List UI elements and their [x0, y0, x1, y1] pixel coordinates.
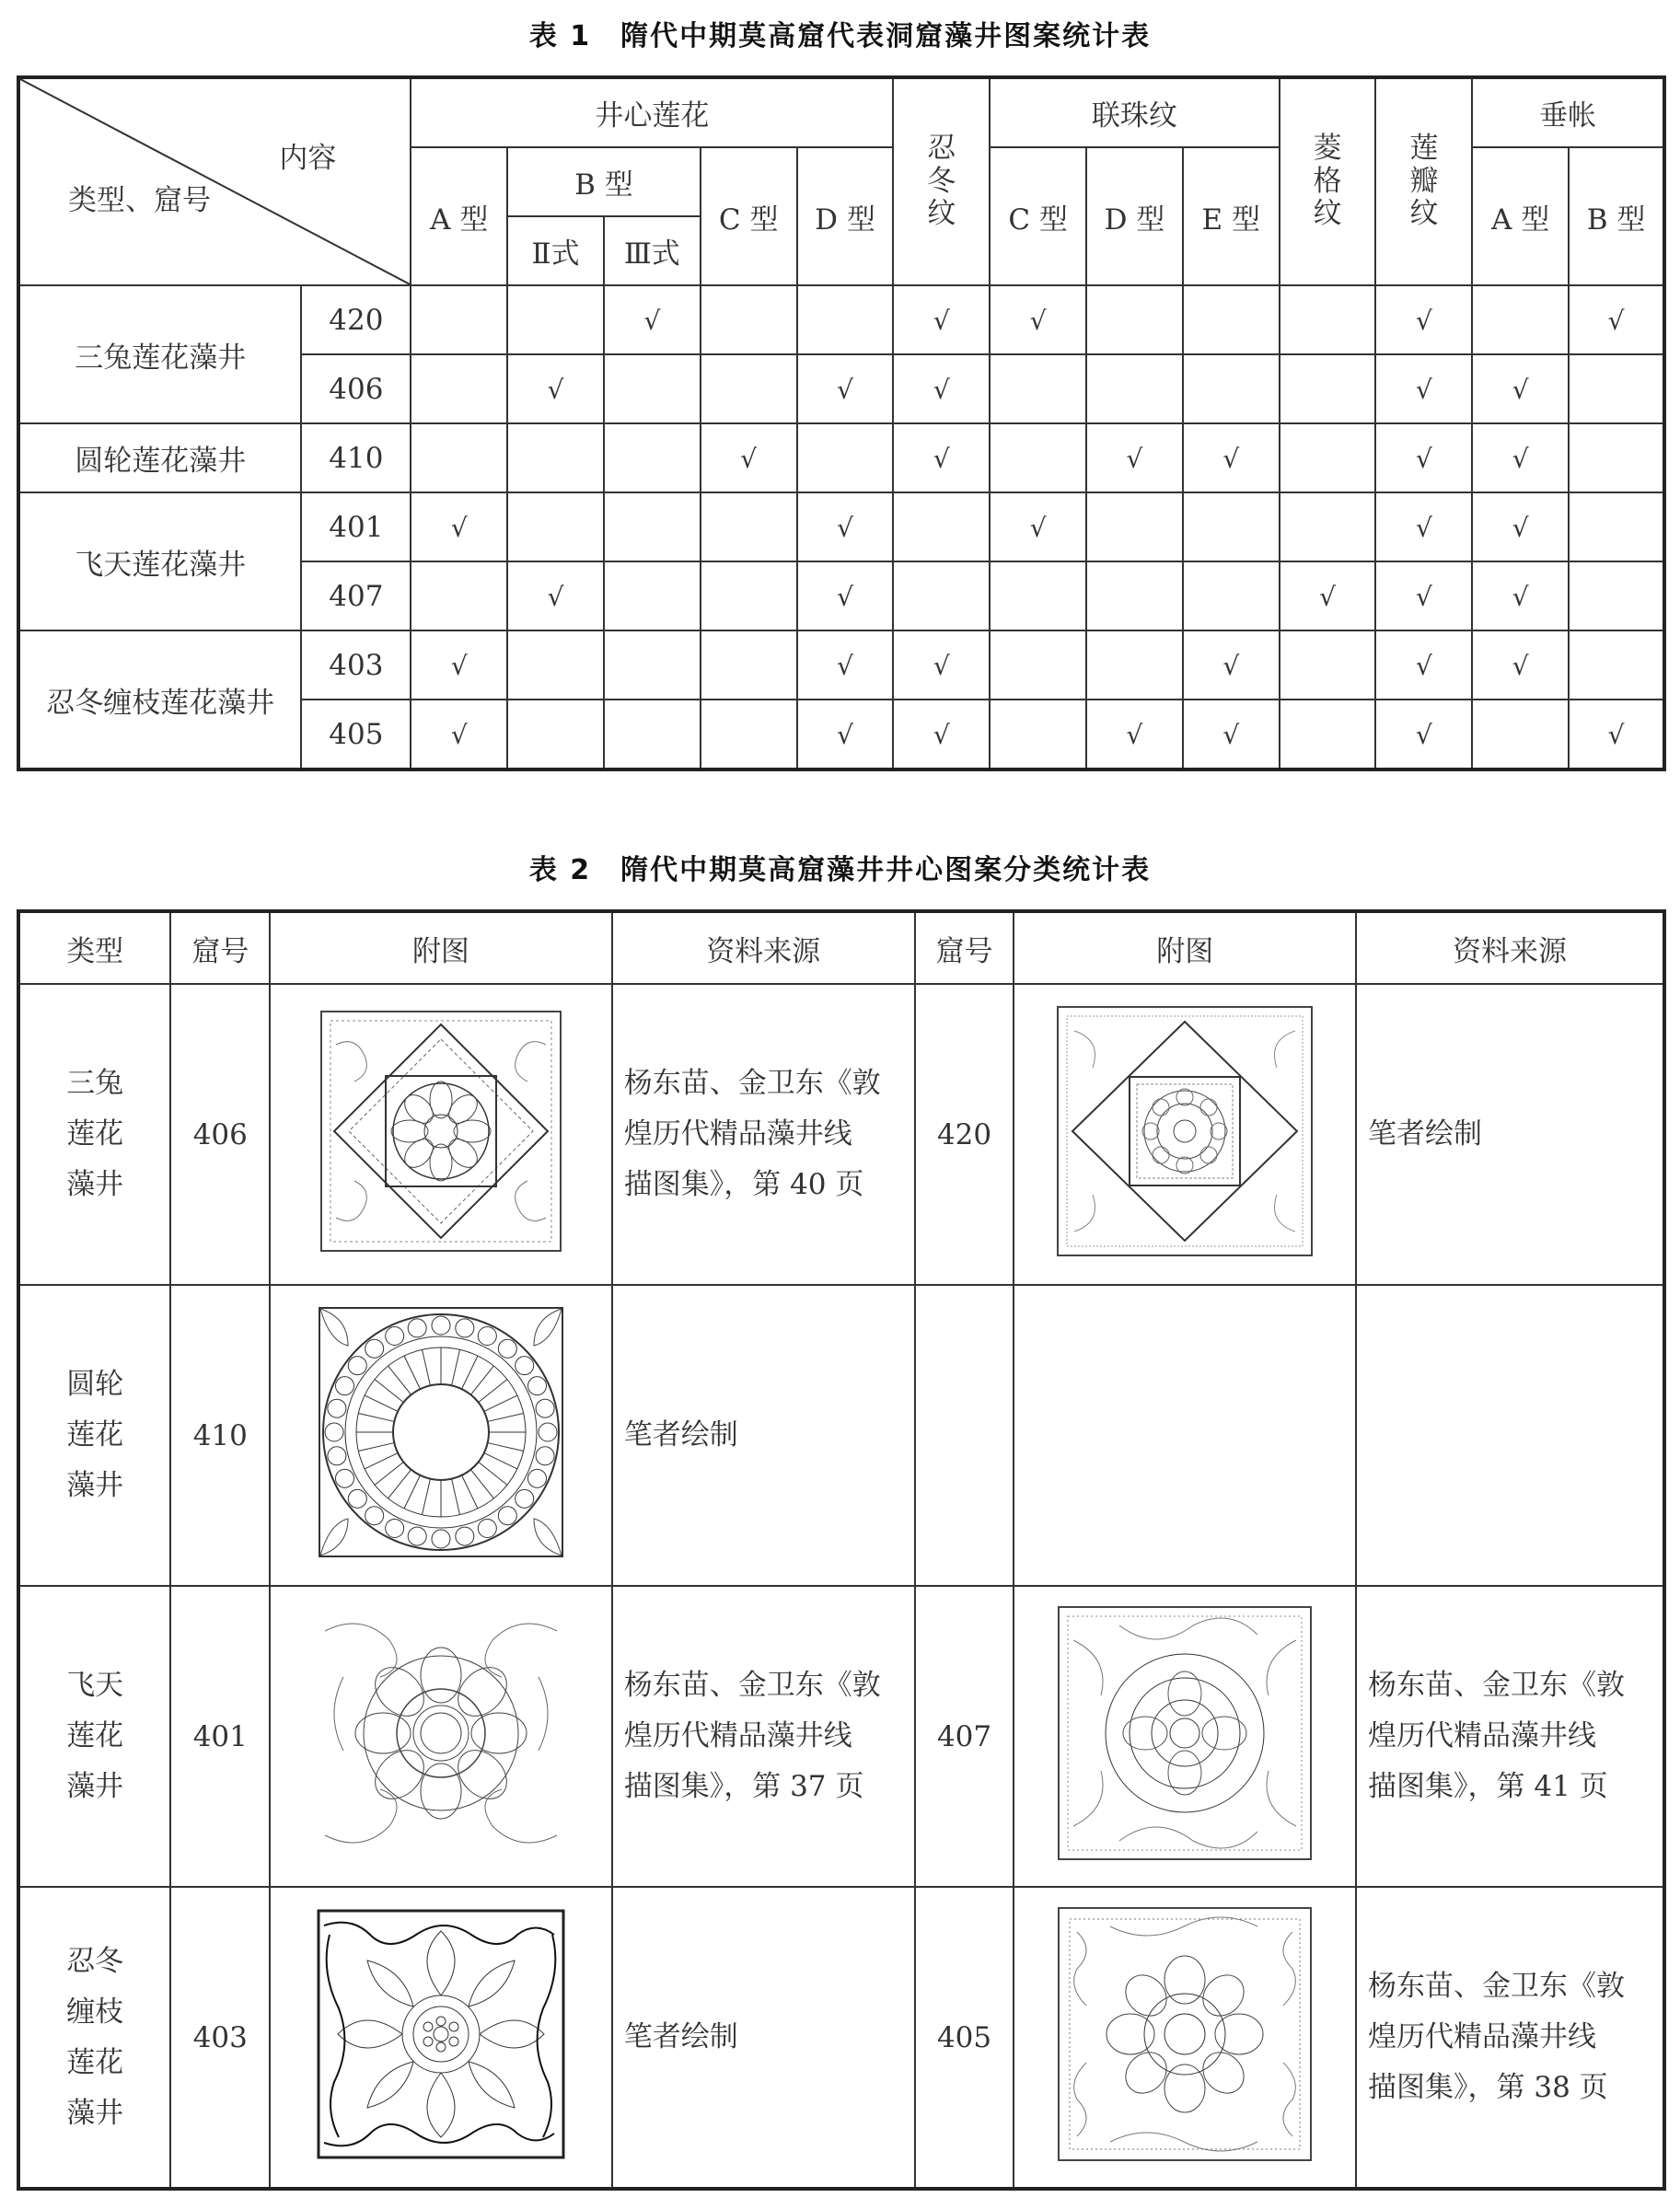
mark-cell-chuizhang-a [1472, 423, 1569, 492]
sub-header: A 型 [411, 147, 507, 285]
sub-header: B 型 [1569, 147, 1664, 285]
mark-cell-jingxin-a [411, 285, 507, 354]
caisson-center-table [17, 909, 1666, 2191]
mark-cell-chuizhang-a [1472, 561, 1569, 630]
three-rabbit-lotus-caisson-image [1054, 1003, 1315, 1259]
mark-cell-lianzhu-d [1086, 423, 1183, 492]
col-header-source: 资料来源 [1356, 911, 1664, 984]
col-header-type: 类型 [18, 911, 170, 984]
mark-cell-jingxin-a [411, 492, 507, 561]
check-mark: √ [933, 719, 950, 750]
mark-cell-lianban [1375, 700, 1472, 769]
mark-cell-rendong [893, 354, 990, 423]
sub-header: A 型 [1472, 147, 1569, 285]
caisson-pattern-table [17, 75, 1666, 771]
mark-cell-chuizhang-b [1569, 561, 1664, 630]
check-mark: √ [450, 650, 468, 681]
corner-header-cell [18, 77, 411, 285]
check-mark: √ [933, 650, 950, 681]
check-mark: √ [1415, 581, 1432, 612]
mark-cell-lianzhu-e [1183, 700, 1280, 769]
corner-content-label: 内容 [279, 142, 337, 175]
diamond-lotus-caisson-image [318, 1008, 564, 1255]
mark-cell-jingxin-d [797, 700, 894, 769]
check-mark: √ [1126, 719, 1143, 750]
cave-number: 407 [301, 561, 411, 630]
mark-cell-rendong [893, 630, 990, 700]
figure-cell [270, 1887, 612, 2189]
mark-cell-chuizhang-a [1472, 354, 1569, 423]
mark-cell-lianzhu-d [1086, 561, 1183, 630]
source-cell: 杨东苗、金卫东《敦 煌历代精品藻井线 描图集》，第 40 页 [612, 984, 915, 1285]
group-header-lingge: 菱 格 纹 [1280, 77, 1376, 285]
cave-number: 405 [915, 1887, 1014, 2189]
cave-number: 406 [301, 354, 411, 423]
mark-cell-jingxin-b-ii [507, 354, 604, 423]
check-mark: √ [1512, 443, 1529, 474]
mark-cell-jingxin-b-ii [507, 285, 604, 354]
sub-header: C 型 [701, 147, 797, 285]
mark-cell-lianzhu-c [990, 285, 1086, 354]
cave-number: 403 [170, 1887, 270, 2189]
check-mark: √ [1415, 374, 1432, 405]
check-mark: √ [1222, 443, 1240, 474]
mark-cell-chuizhang-b [1569, 630, 1664, 700]
col-header-figure: 附图 [1014, 911, 1356, 984]
check-mark: √ [1222, 719, 1240, 750]
check-mark: √ [1512, 581, 1529, 612]
mark-cell-lingge [1280, 354, 1376, 423]
mark-cell-lianzhu-d [1086, 285, 1183, 354]
mark-cell-jingxin-c [701, 561, 797, 630]
sub-header: Ⅲ式 [604, 216, 701, 285]
mark-cell-lianban [1375, 561, 1472, 630]
mark-cell-jingxin-b-iii [604, 561, 701, 630]
group-header-lianban: 莲 瓣 纹 [1375, 77, 1472, 285]
mark-cell-chuizhang-b [1569, 492, 1664, 561]
check-mark: √ [1415, 650, 1432, 681]
figure-cell [1014, 984, 1356, 1285]
col-header-cave: 窟号 [170, 911, 270, 984]
cave-number: 420 [301, 285, 411, 354]
mark-cell-chuizhang-b [1569, 700, 1664, 769]
check-mark: √ [1415, 719, 1432, 750]
mark-cell-lianzhu-c [990, 423, 1086, 492]
mark-cell-jingxin-b-ii [507, 561, 604, 630]
mark-cell-jingxin-b-iii [604, 423, 701, 492]
mark-cell-lianzhu-c [990, 700, 1086, 769]
source-cell: 杨东苗、金卫东《敦 煌历代精品藻井线 描图集》，第 37 页 [612, 1586, 915, 1887]
mark-cell-jingxin-c [701, 423, 797, 492]
mark-cell-jingxin-b-ii [507, 423, 604, 492]
mark-cell-jingxin-a [411, 354, 507, 423]
check-mark: √ [450, 719, 468, 750]
figure-cell [270, 984, 612, 1285]
check-mark: √ [1029, 512, 1047, 543]
mark-cell-jingxin-d [797, 285, 894, 354]
mark-cell-jingxin-a [411, 561, 507, 630]
mark-cell-jingxin-c [701, 700, 797, 769]
col-header-source: 资料来源 [612, 911, 915, 984]
mark-cell-lingge [1280, 285, 1376, 354]
corner-type-label: 类型、窟号 [68, 184, 211, 217]
check-mark: √ [933, 443, 950, 474]
sub-header: B 型 [507, 147, 701, 216]
mark-cell-rendong [893, 700, 990, 769]
mark-cell-chuizhang-a [1472, 700, 1569, 769]
mark-cell-lianzhu-e [1183, 423, 1280, 492]
flying-apsaras-lotus-caisson-image [316, 1603, 566, 1863]
mark-cell-rendong [893, 285, 990, 354]
col-header-cave: 窟号 [915, 911, 1014, 984]
mark-cell-jingxin-b-ii [507, 630, 604, 700]
honeysuckle-scroll-lotus-caisson-image-2 [1055, 1904, 1315, 2164]
check-mark: √ [1415, 512, 1432, 543]
check-mark: √ [1029, 305, 1047, 336]
check-mark: √ [1512, 650, 1529, 681]
mark-cell-lingge [1280, 700, 1376, 769]
cave-number: 410 [301, 423, 411, 492]
mark-cell-jingxin-a [411, 700, 507, 769]
group-header-rendong: 忍 冬 纹 [893, 77, 990, 285]
source-cell: 笔者绘制 [1356, 984, 1664, 1285]
figure-cell [270, 1285, 612, 1586]
check-mark: √ [1415, 443, 1432, 474]
mark-cell-lianban [1375, 423, 1472, 492]
check-mark: √ [837, 374, 853, 405]
honeysuckle-scroll-lotus-caisson-image [315, 1907, 567, 2161]
mark-cell-jingxin-d [797, 561, 894, 630]
cave-number: 403 [301, 630, 411, 700]
check-mark: √ [740, 443, 758, 474]
check-mark: √ [1512, 512, 1529, 543]
mark-cell-chuizhang-b [1569, 423, 1664, 492]
mark-cell-lianzhu-d [1086, 492, 1183, 561]
sub-header: E 型 [1183, 147, 1280, 285]
mark-cell-jingxin-b-iii [604, 285, 701, 354]
mark-cell-lianban [1375, 285, 1472, 354]
type-label: 三兔莲花藻井 [18, 285, 301, 423]
mark-cell-chuizhang-a [1472, 630, 1569, 700]
mark-cell-lingge [1280, 423, 1376, 492]
check-mark: √ [933, 374, 950, 405]
mark-cell-lianzhu-c [990, 630, 1086, 700]
mark-cell-lianzhu-e [1183, 354, 1280, 423]
mark-cell-lianzhu-c [990, 354, 1086, 423]
type-label: 圆轮莲花藻井 [18, 423, 301, 492]
mark-cell-chuizhang-b [1569, 354, 1664, 423]
figure-cell-empty [1014, 1285, 1356, 1586]
check-mark: √ [450, 512, 468, 543]
cave-number: 410 [170, 1285, 270, 1586]
cave-number: 420 [915, 984, 1014, 1285]
mark-cell-chuizhang-a [1472, 492, 1569, 561]
mark-cell-jingxin-c [701, 285, 797, 354]
mark-cell-jingxin-b-iii [604, 492, 701, 561]
mark-cell-lianzhu-e [1183, 492, 1280, 561]
sub-header: Ⅱ式 [507, 216, 604, 285]
check-mark: √ [1607, 719, 1625, 750]
type-label: 飞天莲花藻井 [18, 492, 301, 630]
mark-cell-chuizhang-b [1569, 285, 1664, 354]
mark-cell-jingxin-c [701, 492, 797, 561]
mark-cell-lianzhu-d [1086, 700, 1183, 769]
check-mark: √ [1319, 581, 1336, 612]
mark-cell-rendong [893, 423, 990, 492]
mark-cell-lianzhu-d [1086, 354, 1183, 423]
figure-cell [270, 1586, 612, 1887]
mark-cell-jingxin-d [797, 492, 894, 561]
mark-cell-jingxin-b-ii [507, 492, 604, 561]
mark-cell-jingxin-c [701, 354, 797, 423]
mark-cell-lianban [1375, 492, 1472, 561]
type-cell: 忍冬 缠枝 莲花 藻井 [18, 1887, 170, 2189]
mark-cell-lianban [1375, 354, 1472, 423]
group-header-jingxin: 井心莲花 [411, 77, 893, 147]
sub-header: C 型 [990, 147, 1086, 285]
check-mark: √ [837, 512, 853, 543]
check-mark: √ [547, 374, 564, 405]
cave-number: 405 [301, 700, 411, 769]
group-header-lianzhu: 联珠纹 [990, 77, 1279, 147]
check-mark: √ [1222, 650, 1240, 681]
mark-cell-lianzhu-d [1086, 630, 1183, 700]
mark-cell-jingxin-a [411, 630, 507, 700]
flying-apsaras-lotus-caisson-image-2 [1055, 1603, 1315, 1863]
mark-cell-lingge [1280, 492, 1376, 561]
check-mark: √ [837, 719, 853, 750]
wheel-lotus-caisson-image [317, 1305, 565, 1559]
mark-cell-rendong [893, 492, 990, 561]
mark-cell-jingxin-d [797, 630, 894, 700]
check-mark: √ [643, 305, 661, 336]
table2-caption: 表 2 隋代中期莫高窟藻井井心图案分类统计表 [528, 854, 1152, 886]
cave-number: 407 [915, 1586, 1014, 1887]
col-header-figure: 附图 [270, 911, 612, 984]
type-cell: 飞天 莲花 藻井 [18, 1586, 170, 1887]
cave-number [915, 1285, 1014, 1586]
figure-cell [1014, 1586, 1356, 1887]
check-mark: √ [933, 305, 950, 336]
check-mark: √ [1607, 305, 1625, 336]
check-mark: √ [1415, 305, 1432, 336]
check-mark: √ [837, 650, 853, 681]
check-mark: √ [547, 581, 564, 612]
mark-cell-lianban [1375, 630, 1472, 700]
sub-header: D 型 [1086, 147, 1183, 285]
cave-number: 401 [301, 492, 411, 561]
type-label: 忍冬缠枝莲花藻井 [18, 630, 301, 769]
source-cell: 杨东苗、金卫东《敦 煌历代精品藻井线 描图集》，第 41 页 [1356, 1586, 1664, 1887]
mark-cell-lianzhu-c [990, 492, 1086, 561]
check-mark: √ [1126, 443, 1143, 474]
mark-cell-jingxin-c [701, 630, 797, 700]
check-mark: √ [837, 581, 853, 612]
source-cell: 笔者绘制 [612, 1285, 915, 1586]
type-cell: 圆轮 莲花 藻井 [18, 1285, 170, 1586]
cave-number: 406 [170, 984, 270, 1285]
cave-number: 401 [170, 1586, 270, 1887]
source-cell [1356, 1285, 1664, 1586]
mark-cell-chuizhang-a [1472, 285, 1569, 354]
sub-header: D 型 [797, 147, 894, 285]
source-cell: 杨东苗、金卫东《敦 煌历代精品藻井线 描图集》，第 38 页 [1356, 1887, 1664, 2189]
mark-cell-lianzhu-e [1183, 285, 1280, 354]
mark-cell-jingxin-b-iii [604, 354, 701, 423]
mark-cell-jingxin-a [411, 423, 507, 492]
mark-cell-jingxin-d [797, 354, 894, 423]
check-mark: √ [1512, 374, 1529, 405]
source-cell: 笔者绘制 [612, 1887, 915, 2189]
mark-cell-lingge [1280, 630, 1376, 700]
mark-cell-lianzhu-e [1183, 630, 1280, 700]
type-cell: 三兔 莲花 藻井 [18, 984, 170, 1285]
mark-cell-lianzhu-c [990, 561, 1086, 630]
group-header-chuizhang: 垂帐 [1472, 77, 1664, 147]
mark-cell-jingxin-d [797, 423, 894, 492]
mark-cell-jingxin-b-iii [604, 700, 701, 769]
mark-cell-jingxin-b-iii [604, 630, 701, 700]
mark-cell-lingge [1280, 561, 1376, 630]
mark-cell-jingxin-b-ii [507, 700, 604, 769]
table1-caption: 表 1 隋代中期莫高窟代表洞窟藻井图案统计表 [528, 20, 1152, 52]
mark-cell-lianzhu-e [1183, 561, 1280, 630]
figure-cell [1014, 1887, 1356, 2189]
mark-cell-rendong [893, 561, 990, 630]
